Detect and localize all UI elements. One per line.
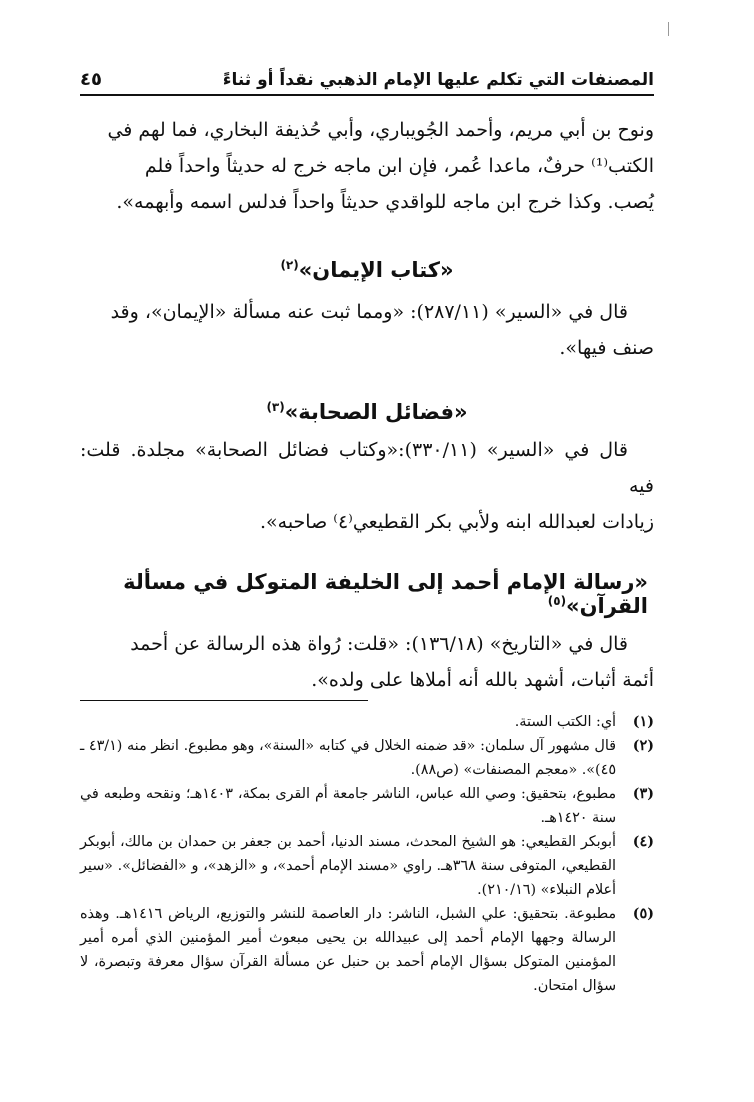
corner-mark [668, 22, 669, 36]
intro-line: يُصب. وكذا خرج ابن ماجه للواقدي حديثاً واحداً فدلس اسمه وأبهمه». [116, 191, 654, 213]
footnote-divider [80, 700, 368, 701]
footnote [80, 734, 654, 782]
footnote-text: مطبوعة. بتحقيق: علي الشبل، الناشر: دار العاصمة للنشر والتوزيع، الرياض ١٤١٦هـ. وهذه الرسالة وجهها الإمام أحمد إلى عبيدالله بن يحيى مبعوث أمير المؤمنين الذي أمره أمير المؤمنين المتوكل بسؤال الإمام أحمد بن حنبل عن مسألة القرآن سؤال معرفة وتبصرة، لا سؤال امتحان. [80, 906, 616, 994]
footnote-text: أي: الكتب الستة. [514, 714, 616, 730]
footnote-ref: (٥) [547, 594, 567, 608]
footnote-text: قال مشهور آل سلمان: «قد ضمنه الخلال في كتابه «السنة»، وهو مطبوع. انظر منه (٤٣/١ ـ ٤٥)». «معجم المصنفات» (ص٨٨). [80, 738, 617, 778]
page-number: ٤٥ [80, 69, 102, 90]
intro-paragraph [80, 112, 654, 220]
section-title-risala: «رسالة الإمام أحمد إلى الخليفة المتوكل في مسألة القرآن»$^{(٥)}$ [123, 570, 648, 618]
footnote [80, 902, 654, 998]
footnotes [80, 710, 654, 998]
footnote-ref: (٢) [280, 258, 299, 272]
running-header [80, 56, 654, 96]
footnote-number: (٣) [632, 786, 654, 802]
section-paragraph-fadail: قال في «السير» (٣٣٠/١١):«وكتاب فضائل الصحابة» مجلدة. قلت: فيه زيادات لعبدالله ابنه ولأبي بكر القطيعي⁽٤⁾ صاحبه». [80, 439, 654, 533]
section-paragraph-risala: قال في «التاريخ» (١٣٦/١٨): «قلت: رُواة هذه الرسالة عن أحمد أئمة أثبات، أشهد بالله أنه أملاها على ولده». [130, 633, 654, 691]
footnote-number: (١) [632, 714, 654, 730]
intro-line: الكتب⁽¹⁾ حرفٌ، ماعدا عُمر، فإن ابن ماجه خرج له حديثاً واحداً فلم [144, 155, 654, 177]
footnote-text: أبوبكر القطيعي: هو الشيخ المحدث، مسند الدنيا، أحمد بن جعفر بن حمدان بن مالك، أبوبكر القطيعي، المتوفى سنة ٣٦٨هـ. راوي «مسند الإمام أحمد»، و «الزهد»، و «الفضائل». «سير أعلام النبلاء» (٢١٠/١٦). [80, 834, 616, 898]
footnote-number: (٥) [632, 906, 654, 922]
footnote [80, 710, 654, 734]
section-title-iman: «كتاب الإيمان»$^{(٢)}$ [280, 258, 454, 282]
footnote [80, 830, 654, 902]
intro-line: ونوح بن أبي مريم، وأحمد الجُويباري، وأبي حُذيفة البخاري، فما لهم في [107, 119, 654, 141]
footnote-ref: (٣) [266, 400, 285, 414]
section-title-fadail: «فضائل الصحابة»$^{(٣)}$ [266, 400, 468, 424]
running-header-title: المصنفات التي تكلم عليها الإمام الذهبي نقداً أو ثناءً [222, 70, 654, 90]
footnote-text: مطبوع، بتحقيق: وصي الله عباس، الناشر جامعة أم القرى بمكة، ١٤٠٣هـ؛ ونقحه وطبعه في سنة ١٤٢٠هـ. [80, 786, 617, 826]
footnote-number: (٢) [632, 738, 654, 754]
footnote-number: (٤) [632, 834, 654, 850]
main-text [80, 112, 654, 698]
footnote [80, 782, 654, 830]
section-paragraph-iman: قال في «السير» (٢٨٧/١١): «ومما ثبت عنه مسألة «الإيمان»، وقد صنف فيها». [110, 301, 654, 359]
